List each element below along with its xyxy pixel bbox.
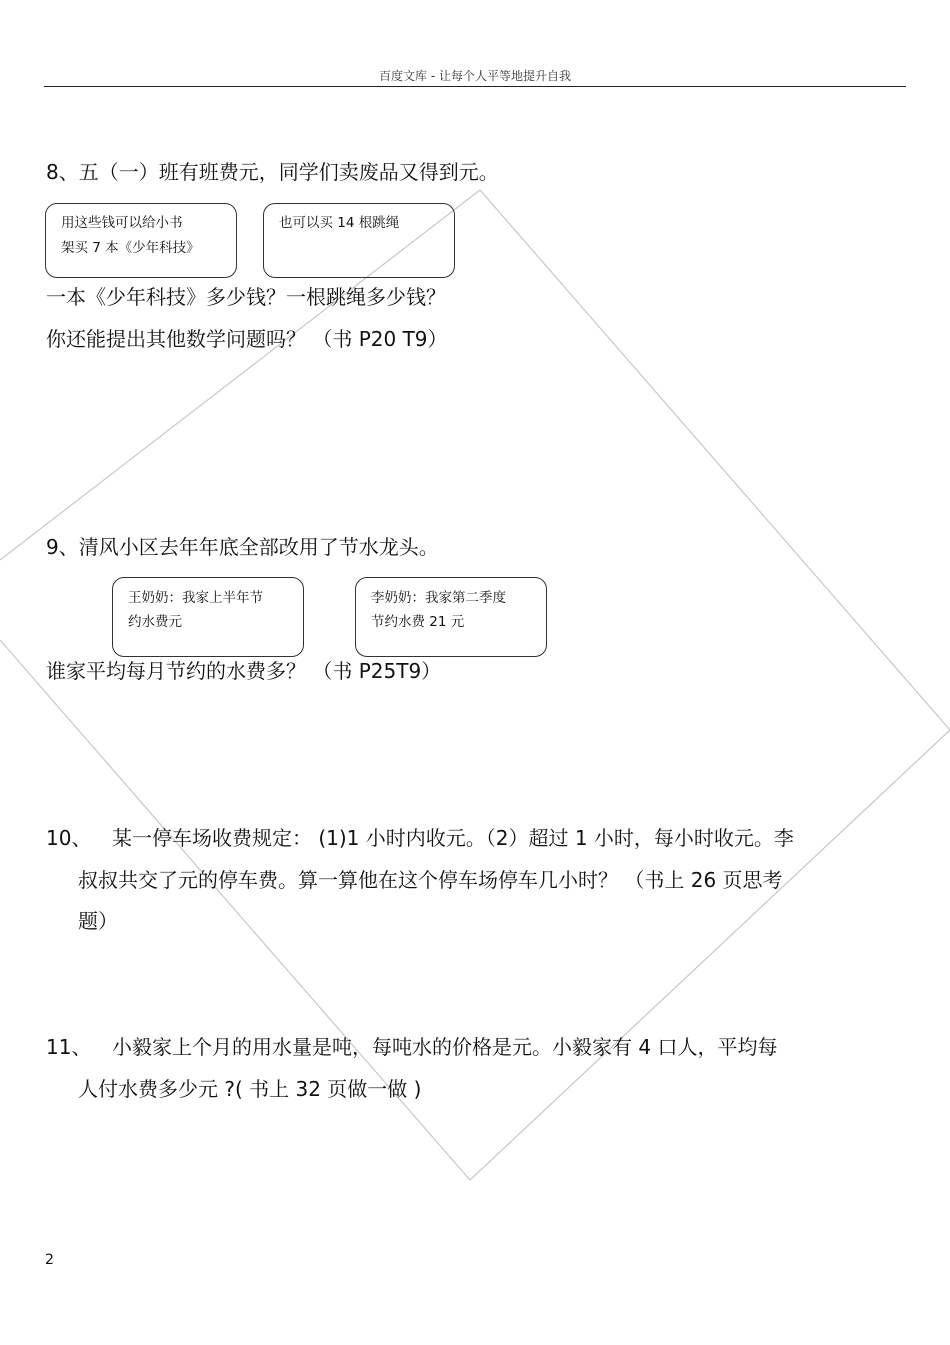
q9-title: 9、清风小区去年年底全部改用了节水龙头。 bbox=[46, 535, 439, 559]
q8-title: 8、五（一）班有班费元，同学们卖废品又得到元。 bbox=[46, 160, 499, 184]
q10-line-3: 题） bbox=[78, 909, 118, 933]
page-number: 2 bbox=[45, 1252, 54, 1268]
q10-number: 10、 bbox=[46, 826, 92, 850]
q9-bubble-2-line-2: 节约水费 21 元 bbox=[371, 614, 465, 630]
q10-line-2: 叔叔共交了元的停车费。算一算他在这个停车场停车几小时？ （书上 26 页思考 bbox=[78, 868, 783, 892]
q11-number: 11、 bbox=[46, 1035, 92, 1059]
q8-question-2: 你还能提出其他数学问题吗？ （书 P20 T9） bbox=[46, 327, 448, 351]
page-header: 百度文库 - 让每个人平等地提升自我 bbox=[379, 69, 571, 83]
q9-bubble-2-line-1: 李奶奶：我家第二季度 bbox=[371, 590, 506, 606]
q9-question: 谁家平均每月节约的水费多？ （书 P25T9） bbox=[46, 659, 442, 683]
q11-line-2: 人付水费多少元 ?( 书上 32 页做一做 ) bbox=[78, 1077, 422, 1101]
q8-bubble-1-line-2: 架买 7 本《少年科技》 bbox=[61, 240, 200, 256]
q8-question-1: 一本《少年科技》多少钱？一根跳绳多少钱？ bbox=[46, 285, 446, 309]
q8-bubble-2-line-1: 也可以买 14 根跳绳 bbox=[279, 215, 400, 231]
q9-bubble-1-line-2: 约水费元 bbox=[128, 614, 182, 630]
q11-line-1: 小毅家上个月的用水量是吨，每吨水的价格是元。小毅家有 4 口人，平均每 bbox=[112, 1035, 778, 1059]
q10-line-1: 某一停车场收费规定： (1)1 小时内收元。（2）超过 1 小时，每小时收元。李 bbox=[112, 826, 794, 850]
header-rule bbox=[44, 86, 906, 87]
q8-bubble-1-line-1: 用这些钱可以给小书 bbox=[61, 215, 183, 231]
q9-bubble-1-line-1: 王奶奶：我家上半年节 bbox=[128, 590, 263, 606]
